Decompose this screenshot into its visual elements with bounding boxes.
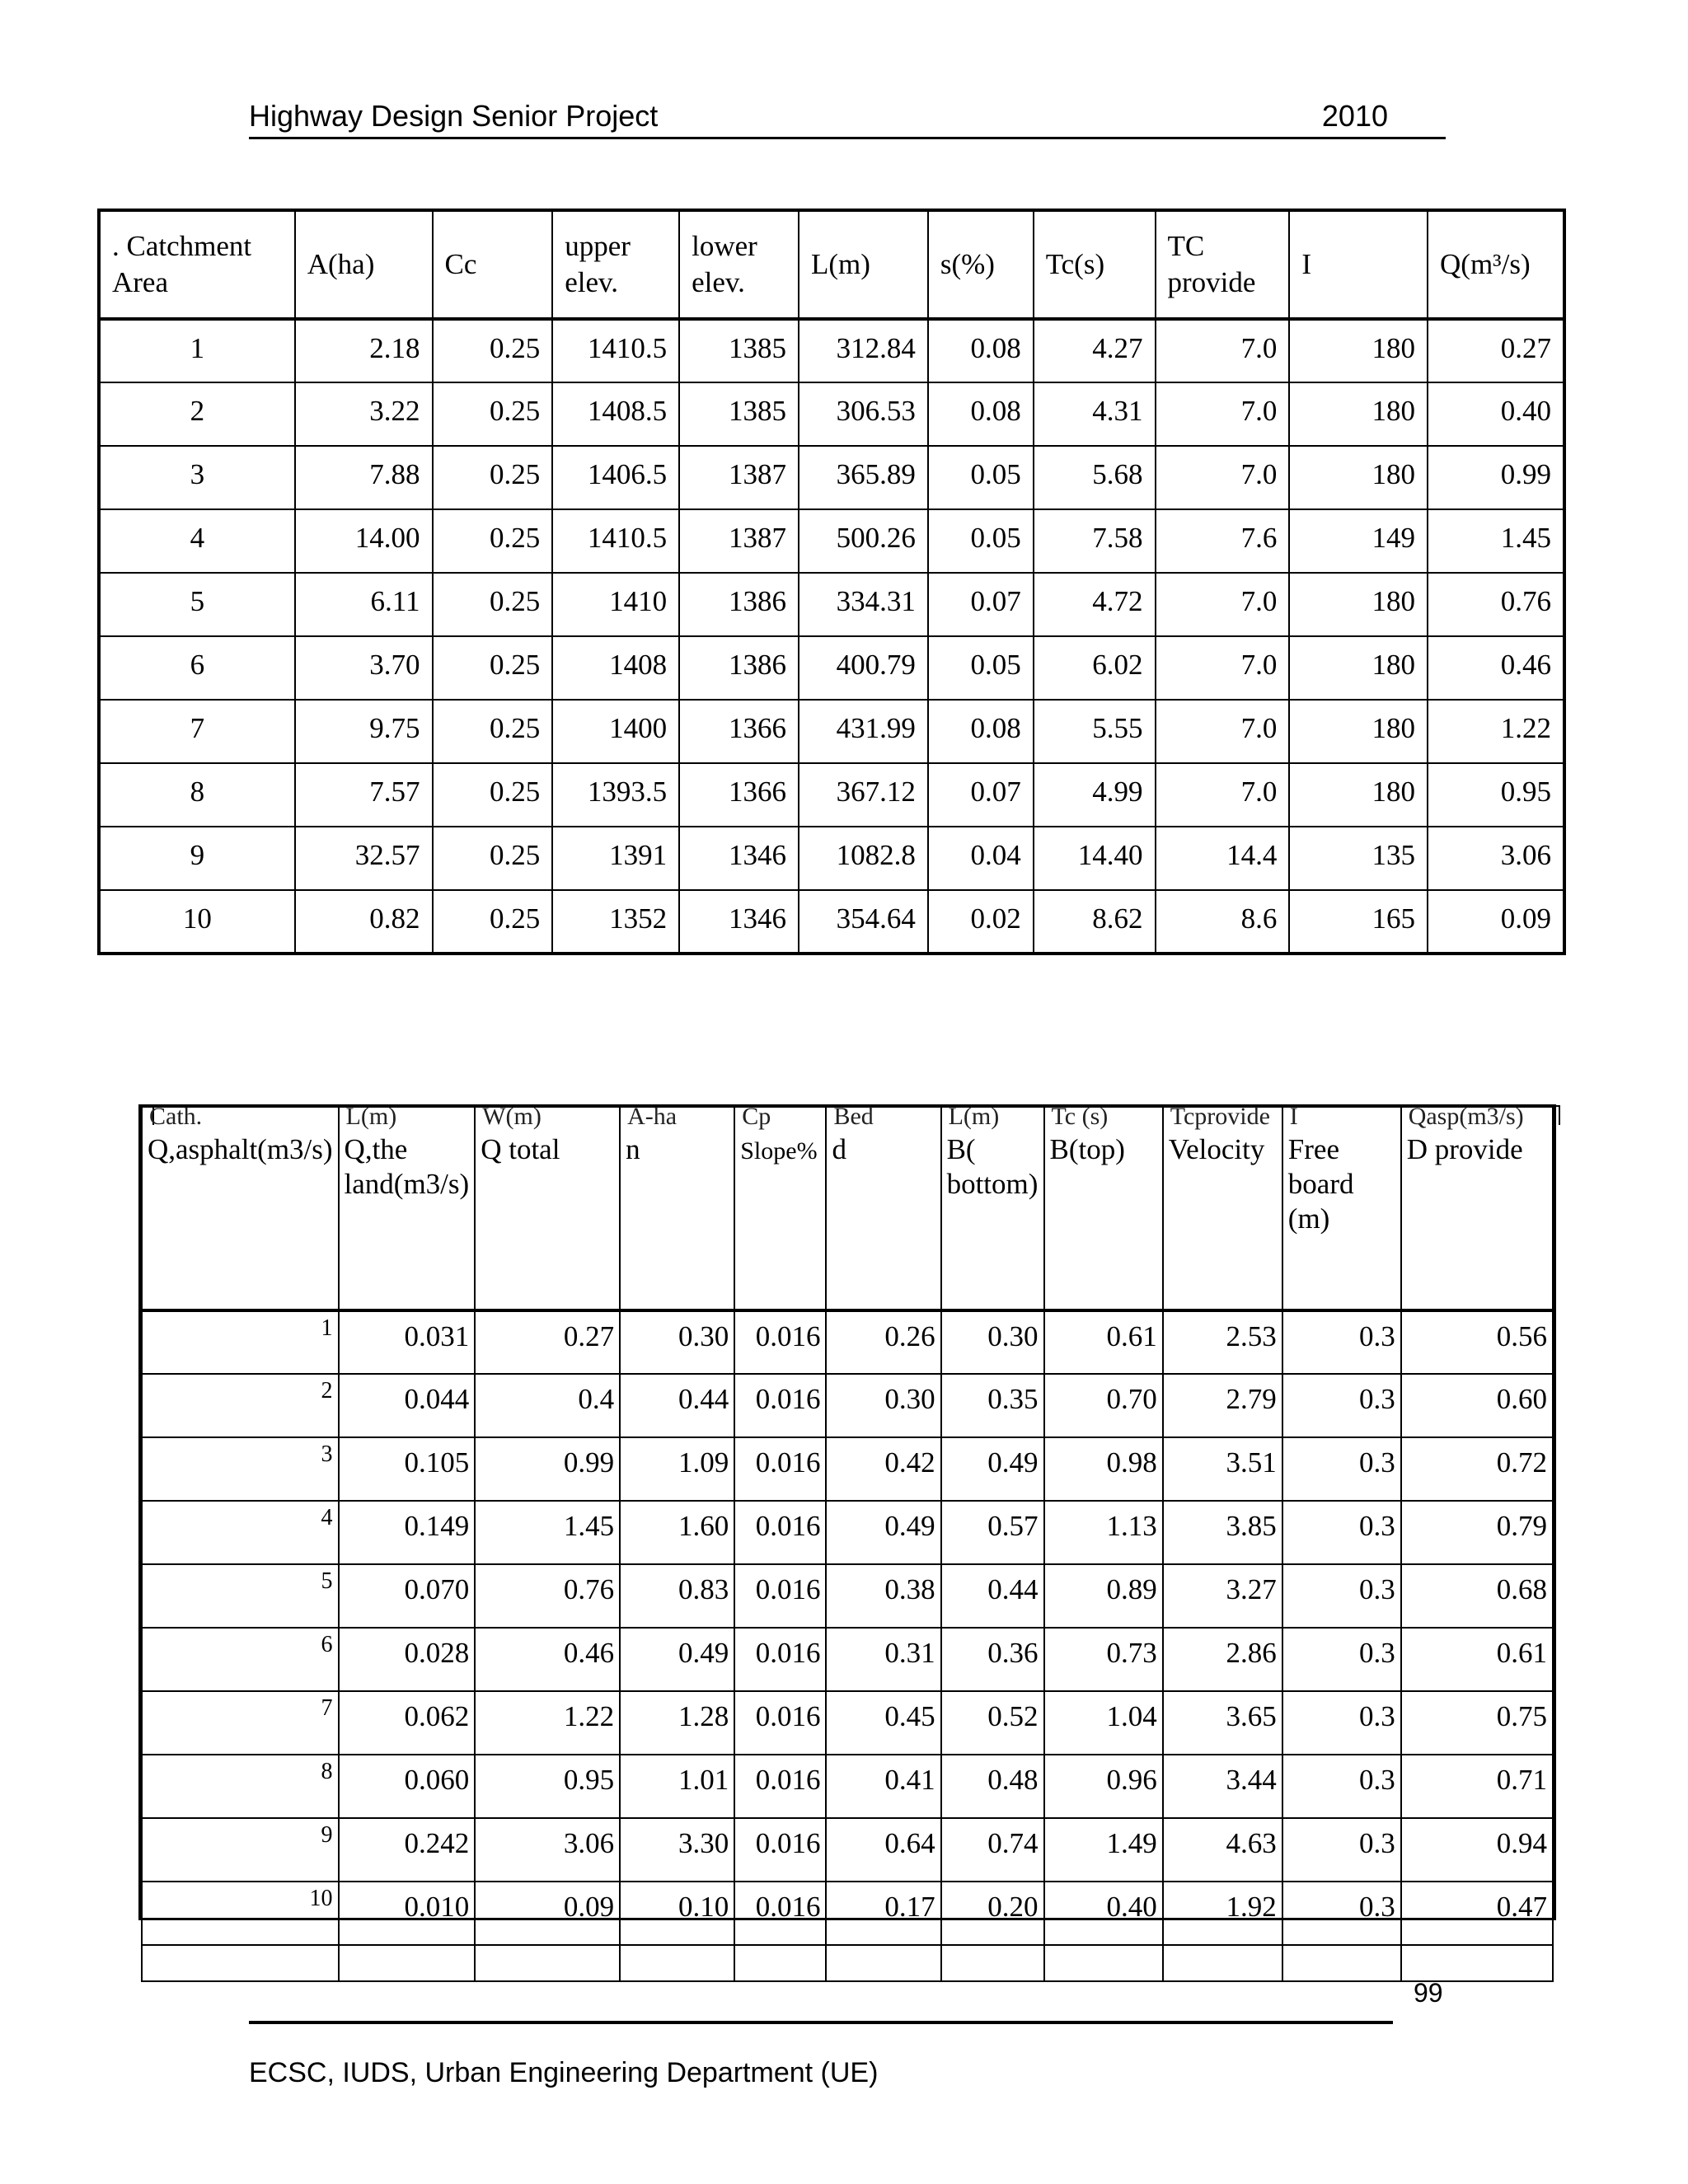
header-cell: Tc (s) B(top): [1044, 1107, 1163, 1310]
table-row: [142, 1310, 1553, 1374]
table-cell: 0.3: [1282, 1882, 1401, 1945]
table-cell: 1: [99, 319, 295, 382]
table-cell: 7: [99, 700, 295, 763]
table-cell: 8: [99, 763, 295, 827]
header-year: 2010: [1321, 99, 1388, 133]
table-cell: 149: [1289, 509, 1428, 573]
table-cell: 1.45: [1428, 509, 1564, 573]
table-cell: 14.00: [295, 509, 433, 573]
table-cell: 2.18: [295, 319, 433, 382]
header-cell: Cc: [433, 210, 553, 319]
table-row: [142, 1628, 1553, 1691]
table-cell: 0.56: [1401, 1310, 1553, 1374]
table-cell: 0.76: [1428, 573, 1564, 636]
table-cell: 2: [142, 1374, 339, 1437]
table-cell: 0.016: [734, 1374, 826, 1437]
table-cell: 1.09: [620, 1437, 734, 1501]
table-cell: 0.016: [734, 1628, 826, 1691]
table-cell: 4: [99, 509, 295, 573]
table-cell: 0.10: [620, 1882, 734, 1945]
table-cell: 0.52: [941, 1691, 1044, 1755]
table-cell: 5: [99, 573, 295, 636]
page-header: [249, 97, 1446, 139]
table-cell: 6: [99, 636, 295, 700]
table-cell: 0.47: [1401, 1882, 1553, 1945]
table-cell: 4.27: [1034, 319, 1156, 382]
table-cell: 180: [1289, 700, 1428, 763]
ghost-header: Cp: [742, 1103, 771, 1130]
table-cell: 8.6: [1156, 890, 1290, 954]
table-cell: 14.4: [1156, 827, 1290, 890]
table-cell: 0.96: [1044, 1755, 1163, 1818]
table-cell: 3.85: [1163, 1501, 1282, 1564]
table-cell: 3.06: [1428, 827, 1564, 890]
table-cell: 0.25: [433, 319, 553, 382]
table-cell: 0.3: [1282, 1691, 1401, 1755]
table-cell: 0.27: [1428, 319, 1564, 382]
table-cell: 0.25: [433, 509, 553, 573]
table-row: [99, 890, 1564, 954]
table-cell: 0.98: [1044, 1437, 1163, 1501]
table-cell: 1400: [552, 700, 679, 763]
table-cell: 0.016: [734, 1882, 826, 1945]
table-cell: 0.48: [941, 1755, 1044, 1818]
footer-rule: [249, 2021, 1393, 2024]
table-cell: 0.3: [1282, 1755, 1401, 1818]
table-cell: 1385: [679, 382, 799, 446]
table-row: [142, 1818, 1553, 1882]
table-row: [142, 1374, 1553, 1437]
table-cell: 7.0: [1156, 573, 1290, 636]
table-cell: 0.3: [1282, 1310, 1401, 1374]
table-cell: 7.0: [1156, 700, 1290, 763]
table-cell: 9.75: [295, 700, 433, 763]
table-cell: 0.70: [1044, 1374, 1163, 1437]
channel-design-table: [141, 1103, 1554, 1982]
ghost-header: Cath.: [149, 1103, 203, 1130]
table-cell: 1: [142, 1310, 339, 1374]
table-cell: 0.3: [1282, 1501, 1401, 1564]
table-cell: 3.65: [1163, 1691, 1282, 1755]
table-cell: 0.07: [928, 763, 1034, 827]
table-cell: 10: [99, 890, 295, 954]
header-cell: lower elev.: [679, 210, 799, 319]
table-cell: 0.016: [734, 1437, 826, 1501]
table-cell: 0.49: [826, 1501, 940, 1564]
table-cell: 8: [142, 1755, 339, 1818]
ghost-header: Tcprovide: [1170, 1103, 1270, 1130]
table-cell: 334.31: [799, 573, 928, 636]
table-cell: 1410.5: [552, 319, 679, 382]
table-cell: 0.35: [941, 1374, 1044, 1437]
table-cell: 0.4: [475, 1374, 620, 1437]
table-cell: 0.64: [826, 1818, 940, 1882]
page-number: 99: [1414, 1978, 1443, 2008]
table-cell: 14.40: [1034, 827, 1156, 890]
table-cell: 0.49: [941, 1437, 1044, 1501]
table-cell: 0.149: [339, 1501, 476, 1564]
table-cell: 0.75: [1401, 1691, 1553, 1755]
table-cell: 8.62: [1034, 890, 1156, 954]
table-cell: 10: [142, 1882, 339, 1945]
table-cell: 0.68: [1401, 1564, 1553, 1628]
table-cell: 0.99: [475, 1437, 620, 1501]
table-cell: 365.89: [799, 446, 928, 509]
table-cell: 0.44: [620, 1374, 734, 1437]
table-cell: 0.010: [339, 1882, 476, 1945]
table-row: [99, 319, 1564, 382]
table-cell: 0.02: [928, 890, 1034, 954]
table-cell: 0.08: [928, 382, 1034, 446]
table-cell: 0.42: [826, 1437, 940, 1501]
table-cell: 0.242: [339, 1818, 476, 1882]
table-row: [142, 1437, 1553, 1501]
header-cell: L(m): [799, 210, 928, 319]
ghost-header: L(m): [345, 1103, 397, 1130]
table-cell: 0.07: [928, 573, 1034, 636]
header-cell: TC provide: [1156, 210, 1290, 319]
table-cell: 0.044: [339, 1374, 476, 1437]
table-row: [142, 1501, 1553, 1564]
table-cell: 180: [1289, 573, 1428, 636]
table-cell: 0.016: [734, 1818, 826, 1882]
table-row: [142, 1691, 1553, 1755]
table-cell: 1410: [552, 573, 679, 636]
table-cell: 0.49: [620, 1628, 734, 1691]
table-row: [99, 636, 1564, 700]
table-cell: 2: [99, 382, 295, 446]
table-cell: 0.20: [941, 1882, 1044, 1945]
table-cell: 0.3: [1282, 1818, 1401, 1882]
table-cell: 7.57: [295, 763, 433, 827]
table-cell: 0.070: [339, 1564, 476, 1628]
table-cell: 0.05: [928, 446, 1034, 509]
table-cell: 1352: [552, 890, 679, 954]
table-cell: 0.60: [1401, 1374, 1553, 1437]
channel-design-table-frame: [138, 1103, 1556, 1923]
table-cell: 180: [1289, 446, 1428, 509]
table-cell: 367.12: [799, 763, 928, 827]
table-cell: 1406.5: [552, 446, 679, 509]
table-row: [99, 700, 1564, 763]
table-cell: 400.79: [799, 636, 928, 700]
table-cell: 1.28: [620, 1691, 734, 1755]
table-cell: 0.89: [1044, 1564, 1163, 1628]
footer-text: ECSC, IUDS, Urban Engineering Department (UE): [249, 2057, 879, 2088]
table-cell: 0.38: [826, 1564, 940, 1628]
table-cell: 3.30: [620, 1818, 734, 1882]
table-cell: 1346: [679, 890, 799, 954]
table-cell: 1366: [679, 700, 799, 763]
table-cell: 4.99: [1034, 763, 1156, 827]
table-cell: 1082.8: [799, 827, 928, 890]
table-row: [99, 382, 1564, 446]
table-cell: 0.3: [1282, 1564, 1401, 1628]
header-cell: Qasp(m3/s) D provide: [1401, 1107, 1553, 1310]
table-cell: 0.83: [620, 1564, 734, 1628]
table-cell: 0.25: [433, 700, 553, 763]
header-cell: . Catchment Area: [99, 210, 295, 319]
table-cell: 1.45: [475, 1501, 620, 1564]
table-cell: 0.17: [826, 1882, 940, 1945]
table-cell: 4.31: [1034, 382, 1156, 446]
table-cell: 0.25: [433, 382, 553, 446]
table-cell: 0.016: [734, 1691, 826, 1755]
header-cell: upper elev.: [552, 210, 679, 319]
table-cell: 0.95: [1428, 763, 1564, 827]
table-cell: 0.08: [928, 319, 1034, 382]
table-cell: 7.6: [1156, 509, 1290, 573]
table-row: [99, 573, 1564, 636]
table-cell: 3.22: [295, 382, 433, 446]
header-cell: I: [1289, 210, 1428, 319]
header-cell: Tcprovide Velocity: [1163, 1107, 1282, 1310]
table-cell: 0.27: [475, 1310, 620, 1374]
table-cell: 3.27: [1163, 1564, 1282, 1628]
table-cell: 1366: [679, 763, 799, 827]
table-cell: 0.57: [941, 1501, 1044, 1564]
table-cell: 0.060: [339, 1755, 476, 1818]
table-cell: 180: [1289, 319, 1428, 382]
table-cell: 1393.5: [552, 763, 679, 827]
table-cell: 9: [99, 827, 295, 890]
table-cell: 0.09: [475, 1882, 620, 1945]
table-cell: 1.60: [620, 1501, 734, 1564]
table-cell: 0.04: [928, 827, 1034, 890]
table-cell: 0.08: [928, 700, 1034, 763]
table-cell: 0.45: [826, 1691, 940, 1755]
table-cell: 5: [142, 1564, 339, 1628]
table-cell: 0.09: [1428, 890, 1564, 954]
ghost-header: Qasp(m3/s): [1408, 1103, 1524, 1130]
table-cell: 0.30: [620, 1310, 734, 1374]
table-row: [99, 509, 1564, 573]
table-cell: 0.028: [339, 1628, 476, 1691]
table-cell: 0.40: [1428, 382, 1564, 446]
table-cell: 0.74: [941, 1818, 1044, 1882]
ghost-header: Bed: [833, 1103, 874, 1130]
table-cell: 4: [142, 1501, 339, 1564]
table-cell: 0.3: [1282, 1437, 1401, 1501]
table-cell: 354.64: [799, 890, 928, 954]
table-cell: 6: [142, 1628, 339, 1691]
table-cell: 0.40: [1044, 1882, 1163, 1945]
table-cell: 2.53: [1163, 1310, 1282, 1374]
table-cell: 1387: [679, 446, 799, 509]
table-cell: 0.05: [928, 636, 1034, 700]
header-cell: I Free board (m): [1282, 1107, 1401, 1310]
table-cell: 0.41: [826, 1755, 940, 1818]
table-cell: 1410.5: [552, 509, 679, 573]
table-cell: 0.46: [475, 1628, 620, 1691]
channel-table-header: [142, 1107, 1553, 1310]
table-cell: 500.26: [799, 509, 928, 573]
ghost-header: L(m): [948, 1103, 1000, 1130]
table-cell: 1.22: [1428, 700, 1564, 763]
table-cell: 0.3: [1282, 1374, 1401, 1437]
table-cell: 0.44: [941, 1564, 1044, 1628]
table-cell: 0.05: [928, 509, 1034, 573]
table-cell: 0.25: [433, 636, 553, 700]
table-cell: 0.016: [734, 1755, 826, 1818]
header-cell: Bed d: [826, 1107, 940, 1310]
table-cell: 0.105: [339, 1437, 476, 1501]
table-cell: 0.30: [826, 1374, 940, 1437]
table-cell: 2.79: [1163, 1374, 1282, 1437]
table-cell: 3: [99, 446, 295, 509]
table-cell: 1.22: [475, 1691, 620, 1755]
table-cell: 165: [1289, 890, 1428, 954]
table-cell: 5.55: [1034, 700, 1156, 763]
table-cell: 431.99: [799, 700, 928, 763]
table-cell: 7: [142, 1691, 339, 1755]
table-cell: 0.99: [1428, 446, 1564, 509]
table-cell: 0.062: [339, 1691, 476, 1755]
table-cell: 0.73: [1044, 1628, 1163, 1691]
ghost-header: W(m): [482, 1103, 542, 1130]
empty-table-row: [142, 1945, 1553, 1981]
table-cell: 1387: [679, 509, 799, 573]
table-cell: 1.49: [1044, 1818, 1163, 1882]
table-cell: 1346: [679, 827, 799, 890]
table-cell: 1408: [552, 636, 679, 700]
header-cell: Q(m³/s): [1428, 210, 1564, 319]
table-cell: 7.0: [1156, 636, 1290, 700]
ghost-header: Tc (s): [1051, 1103, 1109, 1130]
table-cell: 7.0: [1156, 382, 1290, 446]
table-cell: 0.25: [433, 573, 553, 636]
table-cell: 0.61: [1044, 1310, 1163, 1374]
table-cell: 0.016: [734, 1501, 826, 1564]
header-cell: L(m) Q,the land(m3/s): [339, 1107, 476, 1310]
table-row: [142, 1882, 1553, 1945]
table-cell: 32.57: [295, 827, 433, 890]
header-cell: s(%): [928, 210, 1034, 319]
table-row: [99, 827, 1564, 890]
table-cell: 0.31: [826, 1628, 940, 1691]
table-cell: 1.92: [1163, 1882, 1282, 1945]
table-cell: 0.76: [475, 1564, 620, 1628]
header-cell: A-ha n: [620, 1107, 734, 1310]
table-cell: 7.0: [1156, 763, 1290, 827]
table-cell: 6.11: [295, 573, 433, 636]
table-cell: 180: [1289, 636, 1428, 700]
table-cell: 3: [142, 1437, 339, 1501]
table-cell: 3.44: [1163, 1755, 1282, 1818]
table-cell: 4.63: [1163, 1818, 1282, 1882]
header-cell: A(ha): [295, 210, 433, 319]
header-cell: L(m) B( bottom): [941, 1107, 1044, 1310]
table-cell: 3.70: [295, 636, 433, 700]
table-cell: 1.13: [1044, 1501, 1163, 1564]
ghost-header: I: [1289, 1103, 1298, 1130]
table-cell: 0.94: [1401, 1818, 1553, 1882]
table-cell: 0.25: [433, 827, 553, 890]
header-cell: W(m) Q total: [475, 1107, 620, 1310]
table-cell: 0.71: [1401, 1755, 1553, 1818]
table-cell: 1391: [552, 827, 679, 890]
header-cell: Tc(s): [1034, 210, 1156, 319]
table-cell: 3.06: [475, 1818, 620, 1882]
catchment-table: [97, 209, 1566, 955]
table-cell: 1386: [679, 573, 799, 636]
table-cell: 180: [1289, 382, 1428, 446]
table-cell: 135: [1289, 827, 1428, 890]
table-cell: 1386: [679, 636, 799, 700]
table-cell: 1408.5: [552, 382, 679, 446]
table-row: [99, 446, 1564, 509]
table-cell: 0.25: [433, 446, 553, 509]
table-cell: 0.25: [433, 763, 553, 827]
table-cell: 0.031: [339, 1310, 476, 1374]
table-cell: 1.04: [1044, 1691, 1163, 1755]
table-row: [99, 763, 1564, 827]
table-cell: 312.84: [799, 319, 928, 382]
table-row: [142, 1755, 1553, 1818]
table-cell: 0.30: [941, 1310, 1044, 1374]
table-cell: 0.79: [1401, 1501, 1553, 1564]
table-cell: 0.016: [734, 1310, 826, 1374]
table-cell: 1385: [679, 319, 799, 382]
table-cell: 5.68: [1034, 446, 1156, 509]
table-cell: 0.46: [1428, 636, 1564, 700]
table-cell: 0.61: [1401, 1628, 1553, 1691]
header-title: Highway Design Senior Project: [249, 99, 659, 133]
table-cell: 7.0: [1156, 446, 1290, 509]
catchment-table-header: [99, 210, 1564, 319]
table-cell: 0.016: [734, 1564, 826, 1628]
table-cell: 1.01: [620, 1755, 734, 1818]
table-row: [142, 1564, 1553, 1628]
table-cell: 0.95: [475, 1755, 620, 1818]
table-cell: 0.36: [941, 1628, 1044, 1691]
table-cell: 7.58: [1034, 509, 1156, 573]
header-cell: Cath. Q,asphalt(m3/s): [142, 1107, 339, 1310]
table-cell: 2.86: [1163, 1628, 1282, 1691]
table-cell: 6.02: [1034, 636, 1156, 700]
table-cell: 7.88: [295, 446, 433, 509]
header-cell: Cp Slope%: [734, 1107, 826, 1310]
table-cell: 3.51: [1163, 1437, 1282, 1501]
table-cell: 0.26: [826, 1310, 940, 1374]
table-cell: 0.25: [433, 890, 553, 954]
table-cell: 9: [142, 1818, 339, 1882]
table-cell: 0.3: [1282, 1628, 1401, 1691]
ghost-header: A-ha: [627, 1103, 678, 1130]
table-cell: 4.72: [1034, 573, 1156, 636]
table-cell: 7.0: [1156, 319, 1290, 382]
table-cell: 0.82: [295, 890, 433, 954]
table-cell: 306.53: [799, 382, 928, 446]
table-cell: 0.72: [1401, 1437, 1553, 1501]
table-cell: 180: [1289, 763, 1428, 827]
